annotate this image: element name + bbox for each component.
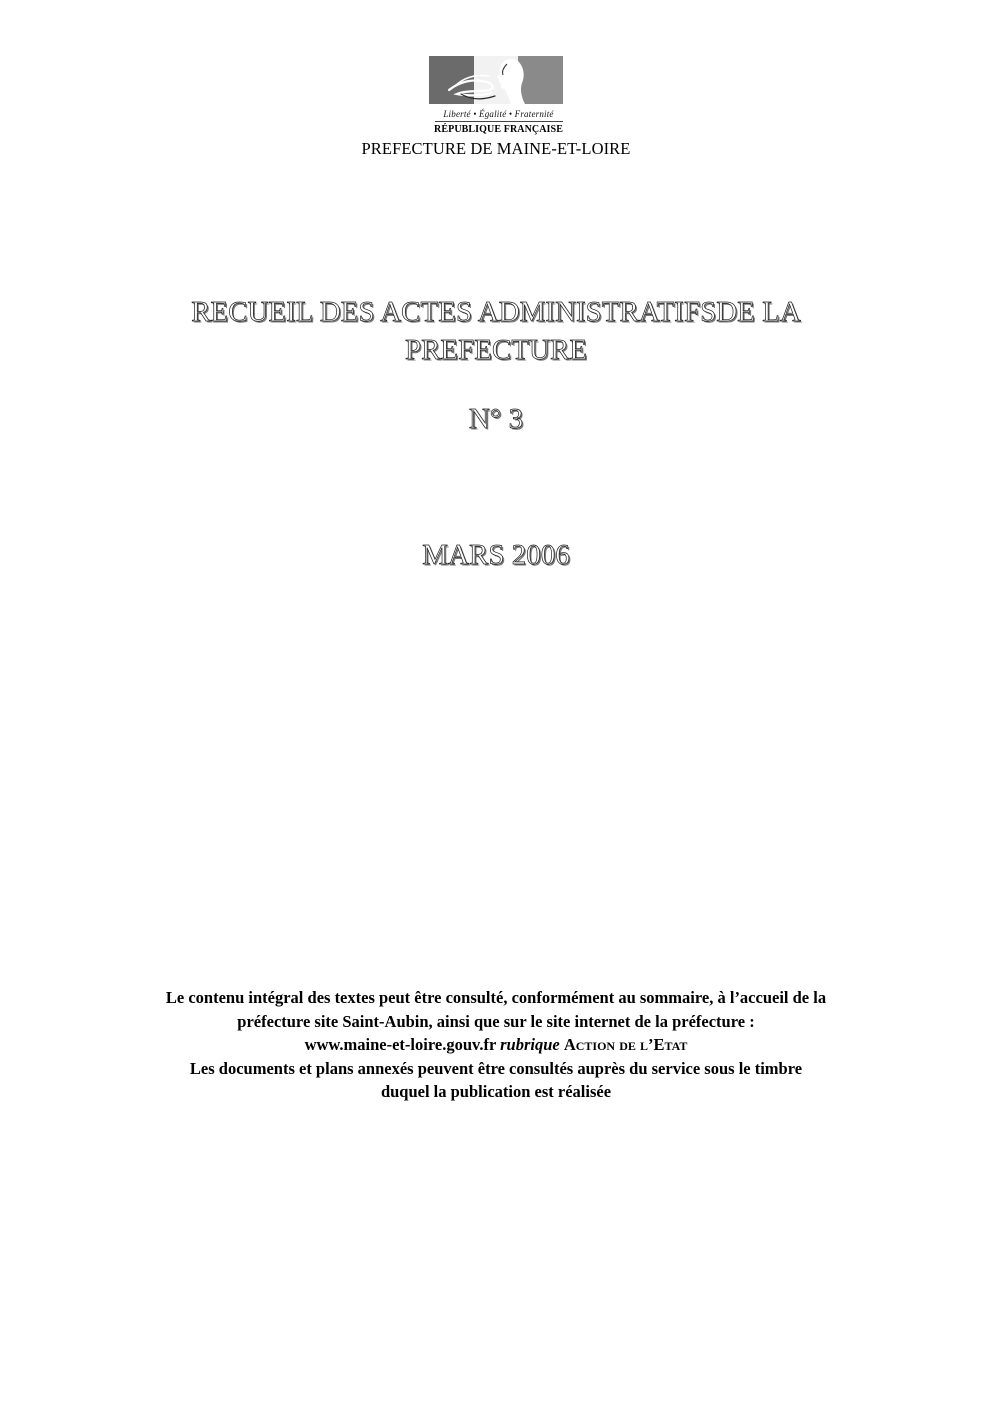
consultation-notice xyxy=(60,986,932,1104)
notice-line-3 xyxy=(60,1033,932,1057)
marianne-logo-icon xyxy=(429,56,563,104)
logo-divider xyxy=(435,121,563,122)
page-title-line-1: RECUEIL DES ACTES ADMINISTRATIFSDE LA xyxy=(191,296,801,328)
notice-line-1: Le contenu intégral des textes peut être consulté, conformément au sommaire, à l’accueil de la xyxy=(165,988,827,1007)
issue-number: N° 3 xyxy=(468,403,524,435)
rubric-name: Action de l’Etat xyxy=(563,1035,688,1054)
notice-line-5: duquel la publication est réalisée xyxy=(380,1082,612,1101)
rubric-label: rubrique xyxy=(500,1035,560,1054)
notice-line-4: Les documents et plans annexés peuvent être consultés auprès du service sous le timbre xyxy=(189,1058,803,1078)
page-title xyxy=(0,293,992,369)
website-link[interactable]: www.maine-et-loire.gouv.fr xyxy=(304,1035,496,1054)
header-logo-block xyxy=(0,56,992,159)
issue-date: MARS 2006 xyxy=(422,539,570,571)
notice-line-2: préfecture site Saint-Aubin, ainsi que sur le site internet de la préfecture : xyxy=(237,1011,755,1031)
prefecture-name: PREFECTURE DE MAINE-ET-LOIRE xyxy=(361,139,631,158)
logo-motto: Liberté • Égalité • Fraternité xyxy=(443,109,554,119)
page-title-line-2: PREFECTURE xyxy=(404,334,588,366)
logo-republic-label: RÉPUBLIQUE FRANÇAISE xyxy=(434,124,563,135)
